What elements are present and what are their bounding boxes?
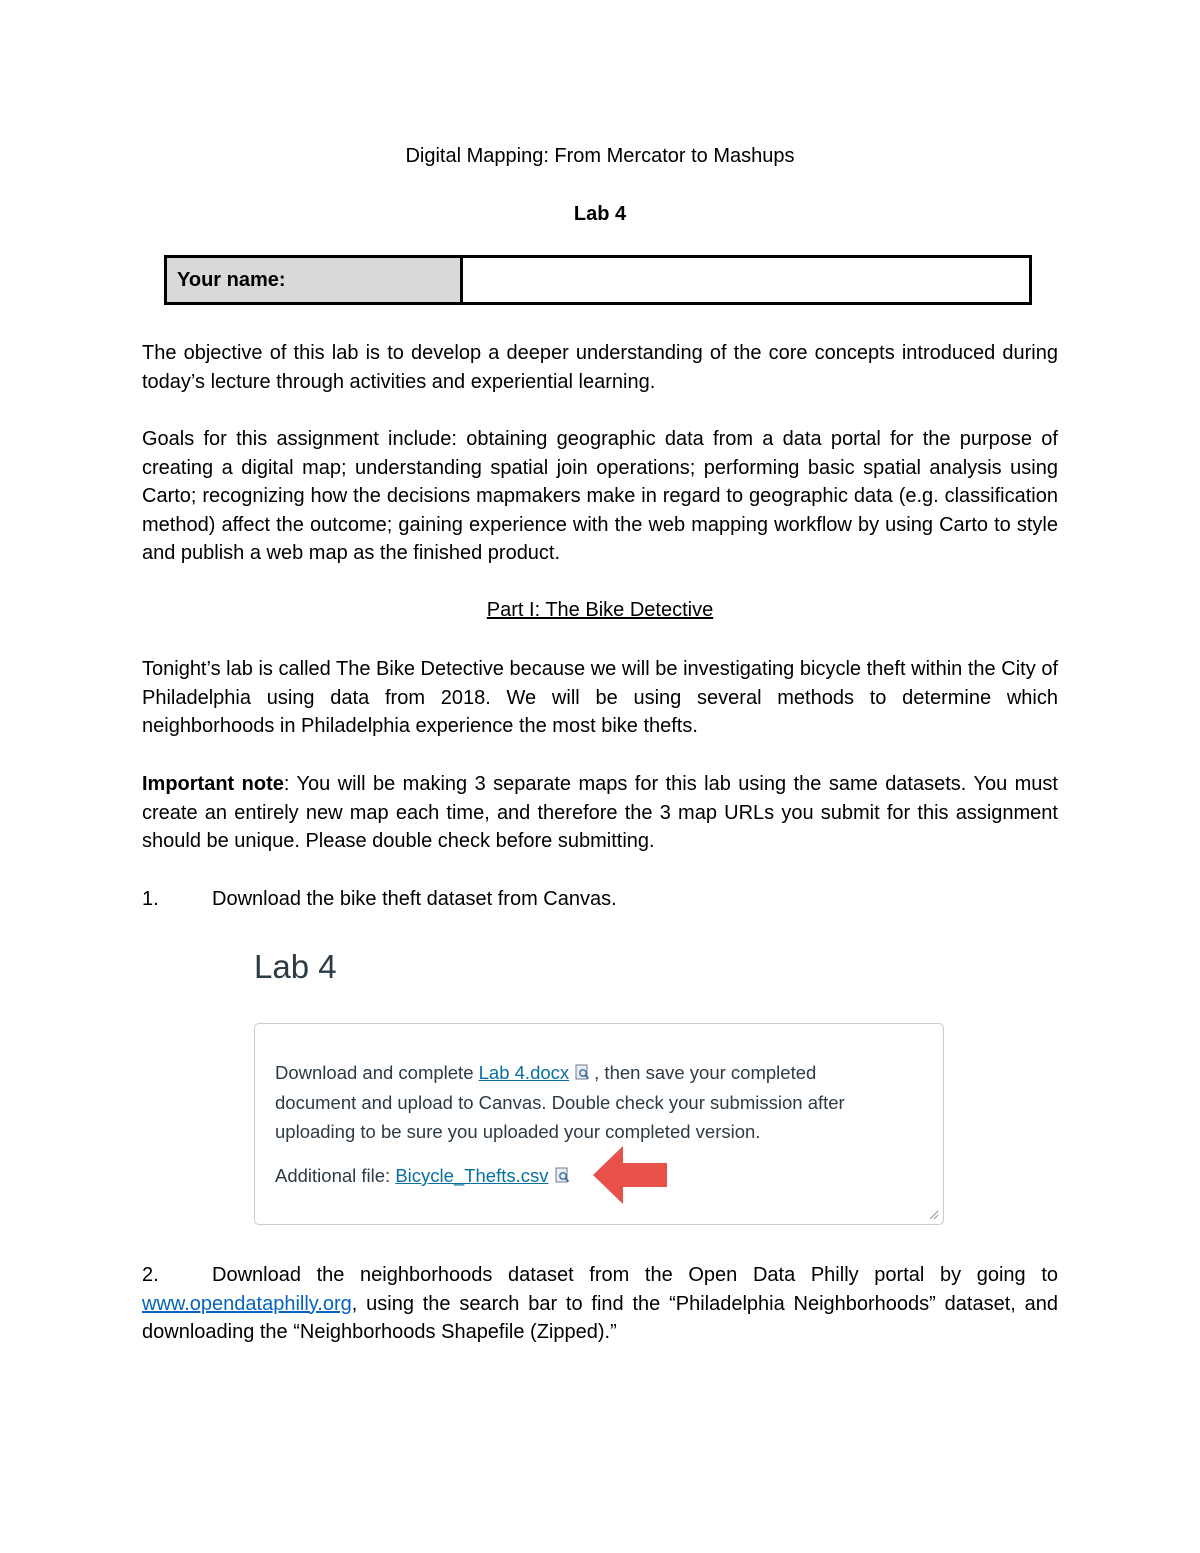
canvas-assignment-heading: Lab 4 xyxy=(254,948,337,985)
canvas-assignment-card xyxy=(254,1023,944,1225)
important-note-paragraph xyxy=(142,770,1058,856)
step-2-text-end: , using the search bar to find the “Philadelphia Neighborhoods” dataset, and downloading the “Neighborhoods Shapefile (Zipped).” xyxy=(142,1292,1058,1344)
name-table xyxy=(164,255,1032,305)
canvas-instructions xyxy=(275,1058,895,1147)
step-1-number: 1. xyxy=(142,888,159,910)
step-1-text: Download the bike theft dataset from Canvas. xyxy=(212,888,617,910)
name-input-cell[interactable] xyxy=(463,258,1029,302)
canvas-instructions-start: Download and complete xyxy=(275,1062,479,1083)
canvas-instructions-end: , then save your completed document and upload to Canvas. Double check your submission after uploading to be sure you uploaded your completed version. xyxy=(275,1062,845,1142)
important-note-text: : You will be making 3 separate maps for this lab using the same datasets. You must create an entirely new map each time, and therefore the 3 map URLs you submit for this assignment should be unique. Please double check before submitting. xyxy=(142,773,1058,853)
canvas-screenshot xyxy=(254,945,946,1227)
lab-docx-link[interactable]: Lab 4.docx xyxy=(478,1062,570,1083)
red-arrow-icon xyxy=(593,1144,669,1206)
canvas-additional-file xyxy=(275,1161,574,1191)
lab-number-heading: Lab 4 xyxy=(573,203,627,225)
file-preview-icon[interactable] xyxy=(555,1167,570,1184)
goals-paragraph: Goals for this assignment include: obtaining geographic data from a data portal for the purpose of creating a digital map; understanding spatial join operations; performing basic spatial analysis using Carto; recognizing how the decisions mapmakers make in regard to geographic data (e.g. classification method) affect the outcome; gaining experience with the web mapping workflow by using Carto to style and publish a web map as the finished product. xyxy=(142,428,1058,565)
bicycle-thefts-csv-link[interactable]: Bicycle_Thefts.csv xyxy=(395,1165,549,1186)
step-1 xyxy=(142,885,617,913)
additional-file-label: Additional file: xyxy=(275,1165,396,1186)
file-preview-icon[interactable] xyxy=(575,1064,590,1081)
step-2 xyxy=(142,1261,1058,1347)
resize-grip-icon[interactable] xyxy=(929,1210,939,1220)
intro-paragraph: Tonight’s lab is called The Bike Detective because we will be investigating bicycle theft within the City of Philadelphia using data from 2018. We will be using several methods to determine which neighborhoods in Philadelphia experience the most bike thefts. xyxy=(142,658,1058,738)
document-title: Digital Mapping: From Mercator to Mashups xyxy=(405,145,795,167)
opendataphilly-link[interactable]: www.opendataphilly.org xyxy=(142,1292,352,1315)
important-note-label: Important note xyxy=(142,773,284,795)
name-label-cell: Your name: xyxy=(167,258,463,302)
objective-paragraph: The objective of this lab is to develop a deeper understanding of the core concepts introduced during today’s lecture through activities and experiential learning. xyxy=(142,342,1058,393)
step-2-text-start: Download the neighborhoods dataset from the Open Data Philly portal by going to xyxy=(212,1264,1058,1286)
part-heading: Part I: The Bike Detective xyxy=(486,599,714,621)
step-2-number: 2. xyxy=(142,1264,159,1286)
